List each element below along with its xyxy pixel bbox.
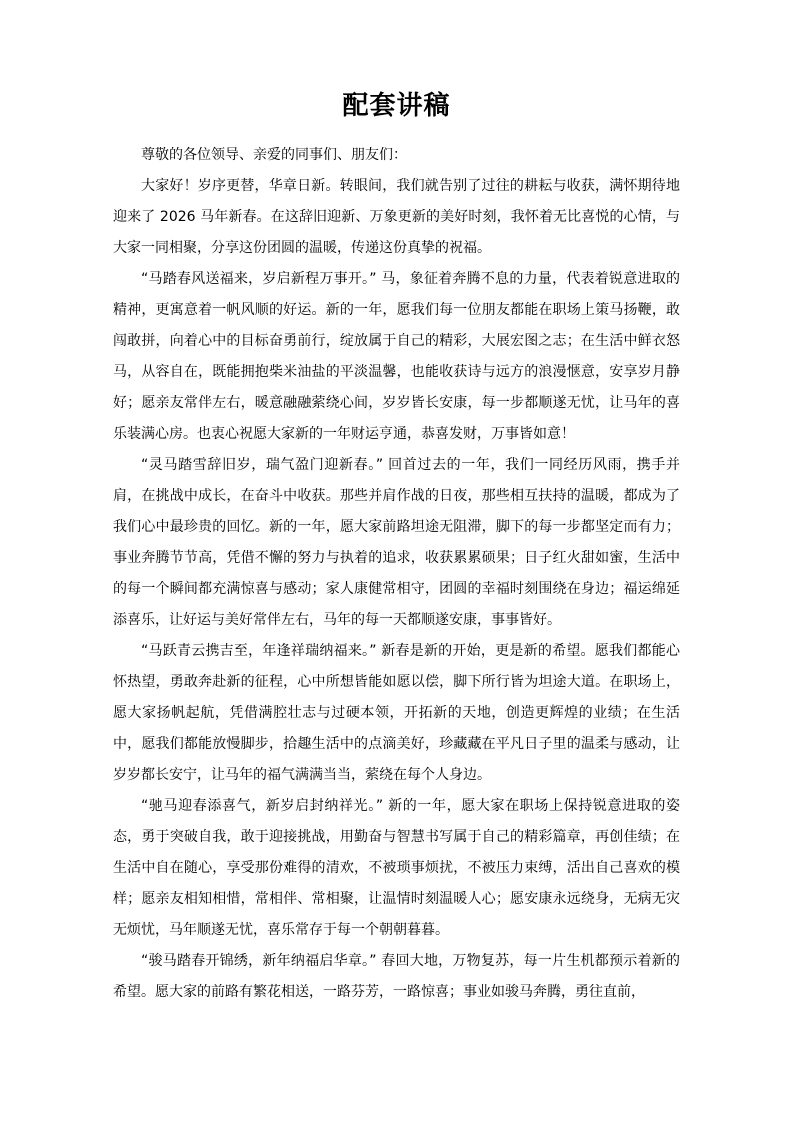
salutation-line: 尊敬的各位领导、亲爱的同事们、朋友们： bbox=[141, 147, 407, 163]
document-title: 配套讲稿 bbox=[342, 91, 451, 121]
paragraph-blessing-2: “灵马踏雪辞旧岁，瑞气盈门迎新春。” 回首过去的一年，我们一同经历风雨，携手并肩，在挑战中成长，在奋斗中收获。那些并肩作战的日夜，那些相互扶持的温暖，都成为了我们心中最珍贵的回忆。新的一年，愿大家前路坦途无阻滞，脚下的每一步都坚定而有力；事业奔腾节节高，凭借不懈的努力与执着的追求，收获累累硕果；日子红火甜如蜜，生活中的每一个瞬间都充满惊喜与感动；家人康健常相守，团圆的幸福时刻围绕在身边；福运绵延添喜乐，让好运与美好常伴左右，马年的每一天都顺遂安康，事事皆好。 bbox=[113, 457, 680, 628]
document-body bbox=[113, 140, 680, 1008]
paragraph-greeting: 大家好！岁序更替，华章日新。转眼间，我们就告别了过往的耕耘与收获，满怀期待地迎来了 2026 马年新春。在这辞旧迎新、万象更新的美好时刻，我怀着无比喜悦的心情，与大家一同相聚，分享这份团圆的温暖，传递这份真挚的祝福。 bbox=[113, 178, 680, 256]
paragraph-blessing-1: “马踏春风送福来，岁启新程万事开。” 马，象征着奔腾不息的力量，代表着锐意进取的精神，更寓意着一帆风顺的好运。新的一年，愿我们每一位朋友都能在职场上策马扬鞭，敢闯敢拼，向着心中的目标奋勇前行，绽放属于自己的精彩，大展宏图之志；在生活中鲜衣怒马，从容自在，既能拥抱柴米油盐的平淡温馨，也能收获诗与远方的浪漫惬意，安享岁月静好；愿亲友常伴左右，暖意融融萦绕心间，岁岁皆长安康，每一步都顺遂无忧，让马年的喜乐装满心房。也衷心祝愿大家新的一年财运亨通，恭喜发财，万事皆如意！ bbox=[113, 271, 680, 442]
paragraph-blessing-4: “驰马迎春添喜气，新岁启封纳祥光。” 新的一年，愿大家在职场上保持锐意进取的姿态，勇于突破自我，敢于迎接挑战，用勤奋与智慧书写属于自己的精彩篇章，再创佳绩；在生活中自在随心，享受那份难得的清欢，不被琐事烦扰，不被压力束缚，活出自己喜欢的模样；愿亲友相知相惜，常相伴、常相聚，让温情时刻温暖人心；愿安康永远绕身，无病无灾无烦忧，马年顺遂无忧，喜乐常存于每一个朝朝暮暮。 bbox=[113, 798, 680, 938]
paragraph-blessing-3: “马跃青云携吉至，年逢祥瑞纳福来。” 新春是新的开始，更是新的希望。愿我们都能心怀热望，勇敢奔赴新的征程，心中所想皆能如愿以偿，脚下所行皆为坦途大道。在职场上，愿大家扬帆起航，凭借满腔壮志与过硬本领，开拓新的天地，创造更辉煌的业绩；在生活中，愿我们都能放慢脚步，拾趣生活中的点滴美好，珍藏藏在平凡日子里的温柔与感动，让岁岁都长安宁，让马年的福气满满当当，萦绕在每个人身边。 bbox=[113, 643, 680, 783]
paragraph-blessing-5: “骏马踏春开锦绣，新年纳福启华章。” 春回大地，万物复苏，每一片生机都预示着新的希望。愿大家的前路有繁花相送，一路芬芳，一路惊喜；事业如骏马奔腾，勇往直前， bbox=[113, 953, 680, 1000]
